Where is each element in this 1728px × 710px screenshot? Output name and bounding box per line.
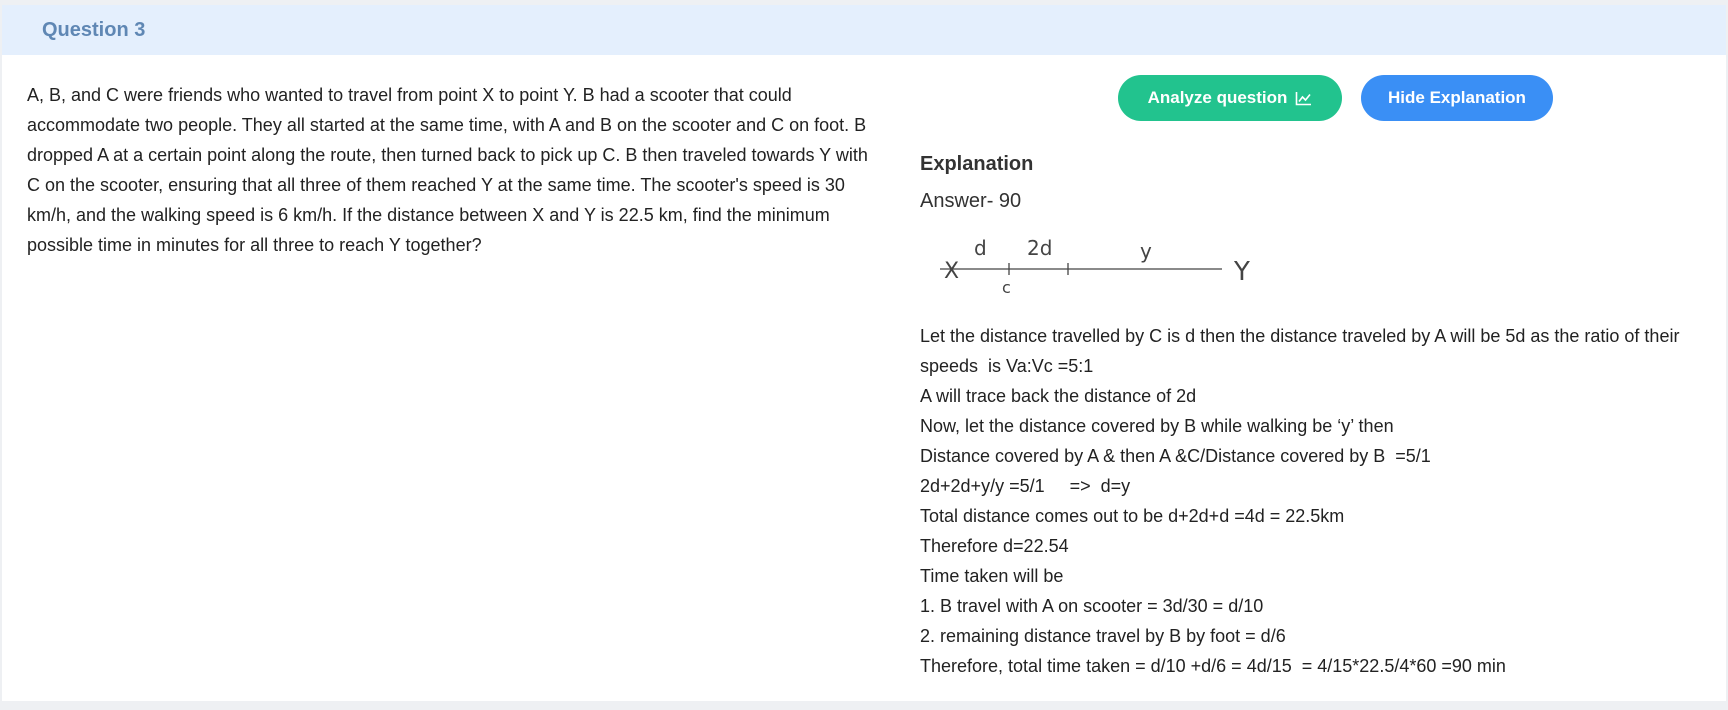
explanation-line: 2. remaining distance travel by B by foot = d/6 bbox=[920, 626, 1286, 646]
explanation-line: A will trace back the distance of 2d bbox=[920, 386, 1197, 406]
diagram-segment-label-3: y bbox=[1140, 239, 1152, 263]
explanation-line: Total distance comes out to be d+2d+d =4d = 22.5km bbox=[920, 506, 1345, 526]
analyze-question-button[interactable] bbox=[1118, 75, 1342, 121]
line-chart-icon bbox=[1295, 91, 1312, 106]
question-card bbox=[2, 5, 1726, 701]
explanation-line: 2d+2d+y/y =5/1 => d=y bbox=[920, 476, 1131, 496]
explanation-line: 1. B travel with A on scooter = 3d/30 = d/10 bbox=[920, 596, 1264, 616]
question-text: A, B, and C were friends who wanted to travel from point X to point Y. B had a scooter that could accommodate two people. They all started at the same time, with A and B on the scooter and C on foot. B dropped A at a certain point along the route, then turned back to pick up C. B then traveled towards Y with C on the scooter, ensuring that all three of them reached Y at the same time. The scooter's speed is 30 km/h, and the walking speed is 6 km/h. If the distance between X and Y is 22.5 km, find the minimum possible time in minutes for all three to reach Y together? bbox=[27, 85, 868, 255]
diagram-segment-label-2: 2d bbox=[1027, 236, 1053, 260]
question-title: Question 3 bbox=[42, 18, 146, 41]
hide-explanation-button[interactable]: Hide Explanation bbox=[1361, 75, 1553, 121]
explanation-line: Time taken will be bbox=[920, 566, 1064, 586]
explanation-line: Let the distance travelled by C is d then the distance traveled by A will be 5d as the ratio of their speeds is Va:Vc =5:1 bbox=[920, 326, 1685, 376]
explanation-body bbox=[920, 321, 1720, 681]
explanation-title: Explanation bbox=[920, 153, 1034, 175]
diagram-below-label: c bbox=[1002, 278, 1011, 297]
analyze-question-label: Analyze question bbox=[1147, 88, 1288, 107]
question-header bbox=[2, 5, 1726, 55]
diagram-segment-label-1: d bbox=[974, 236, 987, 260]
diagram-start-label: X bbox=[944, 259, 960, 284]
explanation-line: Therefore d=22.54 bbox=[920, 536, 1069, 556]
explanation-line: Distance covered by A & then A &C/Distance covered by B =5/1 bbox=[920, 446, 1431, 466]
explanation-line: Now, let the distance covered by B while walking be ‘y’ then bbox=[920, 416, 1394, 436]
explanation-line: Therefore, total time taken = d/10 +d/6 = 4d/15 = 4/15*22.5/4*60 =90 min bbox=[920, 656, 1506, 676]
distance-diagram bbox=[932, 227, 1262, 297]
answer-text: Answer- 90 bbox=[920, 190, 1022, 212]
diagram-end-label: Y bbox=[1234, 257, 1250, 287]
